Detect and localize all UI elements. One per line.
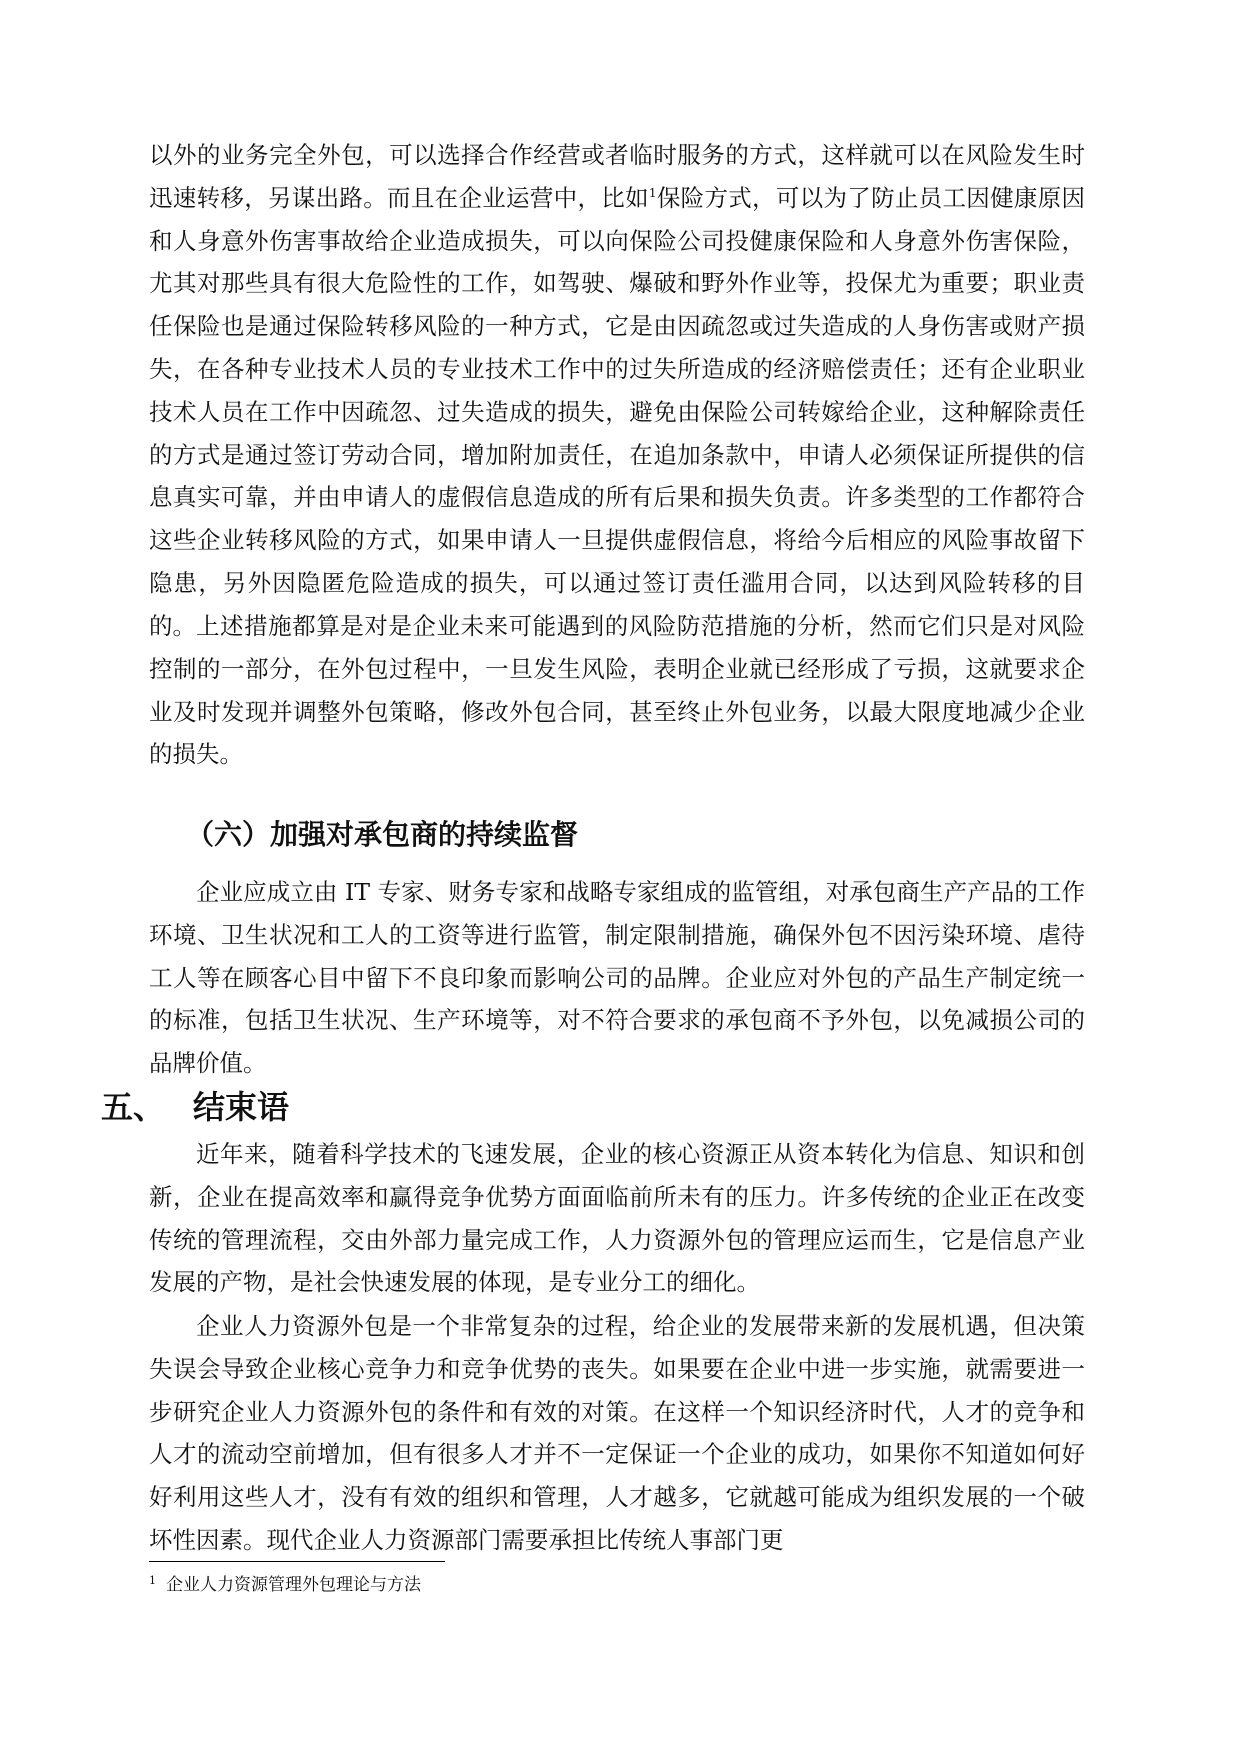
- paragraph-conclusion-body: 企业人力资源外包是一个非常复杂的过程，给企业的发展带来新的发展机遇，但决策失误会导致企业核心竞争力和竞争优势的丧失。如果要在企业中进一步实施，就需要进一步研究企业人力资源外包的条件和有效的对策。在这样一个知识经济时代，人才的竞争和人才的流动空前增加，但有很多人才并不一定保证一个企业的成功，如果你不知道如何好好利用这些人才，没有有效的组织和管理，人才越多，它就越可能成为组织发展的一个破坏性因素。现代企业人力资源部门需要承担比传统人事部门更: [149, 1312, 1085, 1554]
- footnote: [149, 1572, 421, 1598]
- paragraph-supervision: 企业应成立由 IT 专家、财务专家和战略专家组成的监管组，对承包商生产产品的工作环境、卫生状况和工人的工资等进行监管，制定限制措施，确保外包不因污染环境、虐待工人等在顾客心目中留下不良印象而影响公司的品牌。企业应对外包的产品生产制定统一的标准，包括卫生状况、生产环境等，对不符合要求的承包商不予外包，以免减损公司的品牌价值。: [149, 878, 1085, 1078]
- paragraph-risk-transfer-text-a: 以外的业务完全外包，可以选择合作经营或者临时服务的方式，这样就可以在风险发生时迅速转移，另谋出路。而且在企业运营中，比如: [149, 141, 1085, 212]
- section-number: 五、: [101, 1088, 166, 1126]
- paragraph-conclusion-intro: 近年来，随着科学技术的飞速发展，企业的核心资源正从资本转化为信息、知识和创新，企业在提高效率和赢得竞争优势方面面临前所未有的压力。许多传统的企业正在改变传统的管理流程，交由外部力量完成工作，人力资源外包的管理应运而生，它是信息产业发展的产物，是社会快速发展的体现，是专业分工的细化。: [149, 1140, 1085, 1297]
- section-heading-conclusion: [101, 1085, 289, 1129]
- paragraph-risk-transfer: [149, 134, 1085, 648]
- section-title: 结束语: [193, 1088, 290, 1126]
- footnote-separator: [149, 1561, 445, 1562]
- footnote-text: 企业人力资源管理外包理论与方法: [166, 1575, 421, 1595]
- subsection-heading-six: （六）加强对承包商的持续监督: [186, 818, 579, 851]
- paragraph-risk-transfer-text-b: 保险方式，可以为了防止员工因健康原因和人身意外伤害事故给企业造成损失，可以向保险公司投健康保险和人身意外伤害保险，尤其对那些具有很大危险性的工作，如驾驶、爆破和野外作业等，投保尤为重要；职业责任保险也是通过保险转移风险的一种方式，它是由因疏忽或过失造成的人身伤害或财产损失，在各种专业技术人员的专业技术工作中的过失所造成的经济赔偿责任；还有企业职业技术人员在工作中因疏忽、过失造成的损失，避免由保险公司转嫁给企业，这种解除责任的方式是通过签订劳动合同，增加附加责任，在追加条款中，申请人必须保证所提供的信息真实可靠，并由申请人的虚假信息造成的所有后果和损失负责。许多类型的工作都符合这些企业转移风险的方式，如果申请人一旦提供虚假信息，将给今后相应的风险事故留下隐患，另外因隐匿危险造成的损失，可以通过签订责任滥用合同，以达到风险转移的目的。: [149, 183, 1086, 640]
- paragraph-risk-control: 上述措施都算是对是企业未来可能遇到的风险防范措施的分析，然而它们只是对风险控制的一部分，在外包过程中，一旦发生风险，表明企业就已经形成了亏损，这就要求企业及时发现并调整外包策略，修改外包合同，甚至终止外包业务，以最大限度地减少企业的损失。: [149, 612, 1085, 769]
- footnote-mark: 1: [149, 1574, 156, 1587]
- footnote-reference-mark: 1: [648, 185, 657, 200]
